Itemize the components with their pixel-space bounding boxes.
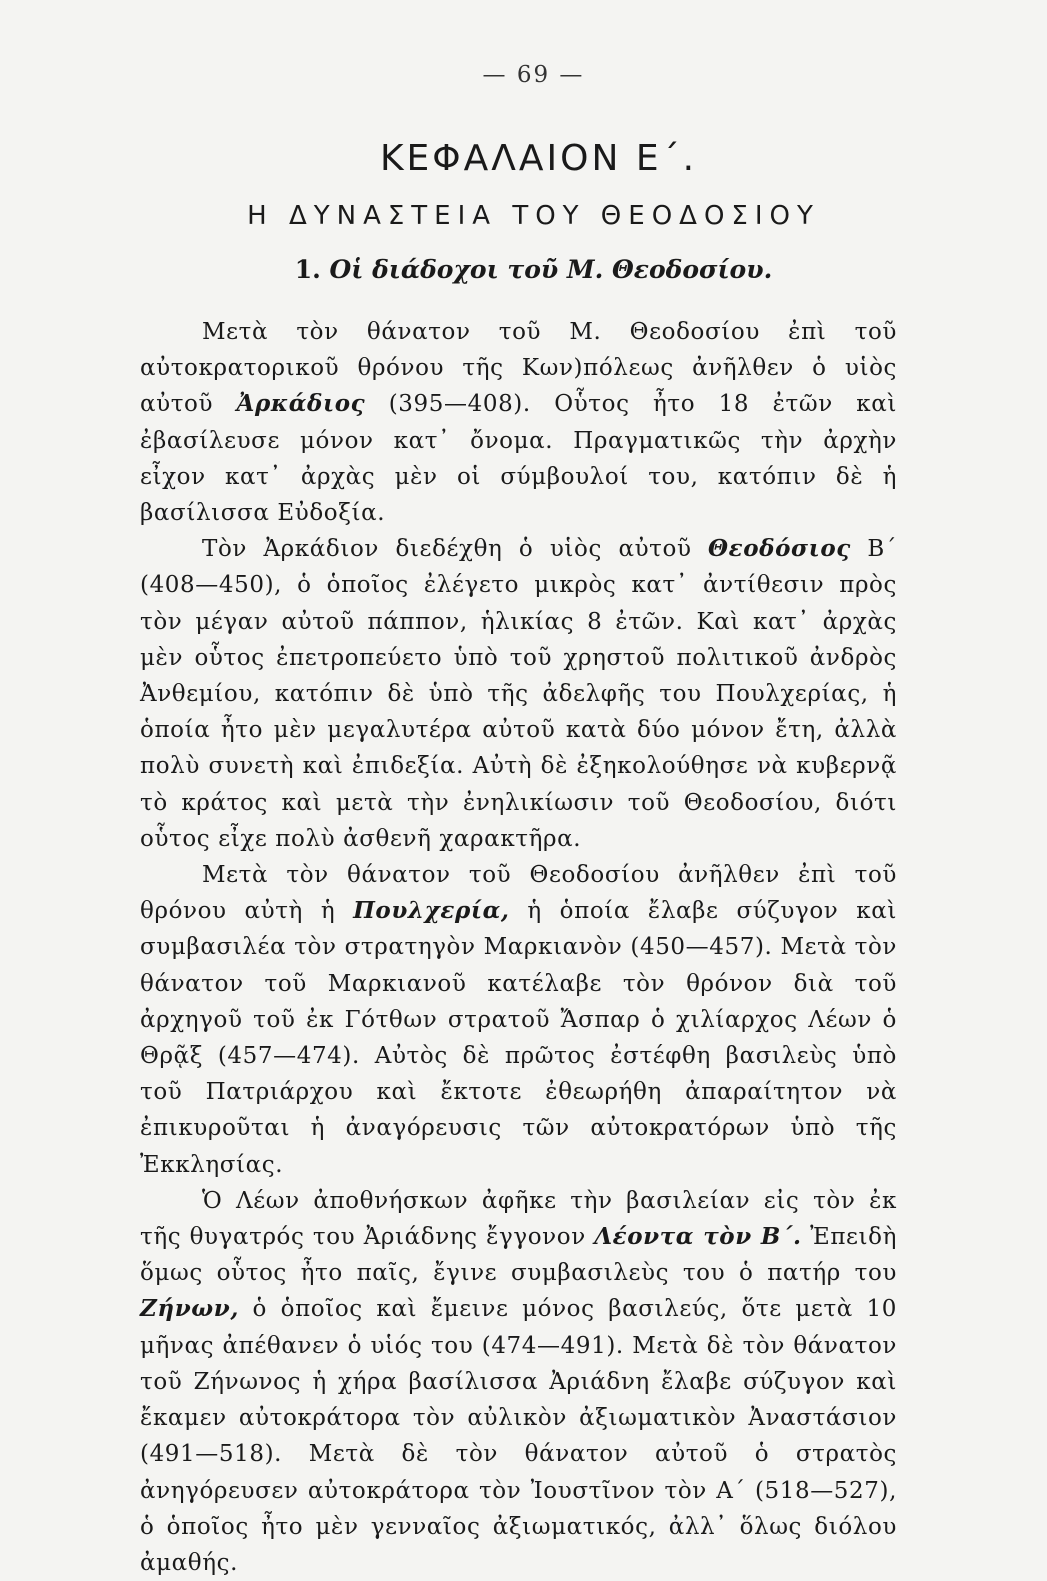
text-span: Μετὰ τὸν θάνατον τοῦ Θεοδοσίου ἀνῆλθεν ἐπὶ τοῦ θρόνου αὐτὴ ἡ <box>140 862 897 925</box>
emphasis-name: Λέοντα τὸν Β΄. <box>594 1223 802 1251</box>
emphasis-name: Ζήνων, <box>140 1295 239 1323</box>
text-span: (395—408). Οὗτος ἦτο 18 ἐτῶν καὶ ἐβασίλευσε μόνον κατ᾽ ὄνομα. Πραγματικῶς τὴν ἀρχὴν εἶχον κατ᾽ ἀρχὰς μὲν οἱ σύμβουλοί του, κατόπιν δὲ ἡ βασίλισσα Εὐδοξία. <box>140 391 897 527</box>
paragraph-arcadius <box>140 314 897 531</box>
page-number: — 69 — <box>482 62 585 88</box>
text-span: ἡ ὁποία ἔλαβε σύζυγον καὶ συμβασιλέα τὸν στρατηγὸν Μαρκιανὸν (450—457). Μετὰ τὸν θάνατον τοῦ Μαρκιανοῦ κατέλαβε τὸν θρόνον διὰ τοῦ ἀρχηγοῦ τοῦ ἐκ Γότθων στρατοῦ Ἄσπαρ ὁ χιλίαρχος Λέων ὁ Θρᾷξ (457—474). Αὐτὸς δὲ πρῶτος ἐστέφθη βασιλεὺς ὑπὸ τοῦ Πατριάρχου καὶ ἔκτοτε ἐθεωρήθη ἀπαραίτητον νὰ ἐπικυροῦται ἡ ἀναγόρευσις τῶν αὐτοκρατόρων ὑπὸ τῆς Ἐκκλησίας. <box>140 898 897 1178</box>
section-title <box>170 255 897 284</box>
section-title-text: Οἱ διάδοχοι τοῦ Μ. Θεοδοσίου. <box>329 255 773 284</box>
text-span: Ὁ Λέων ἀποθνήσκων ἀφῆκε τὴν βασιλείαν εἰς τὸν ἐκ τῆς θυγατρός του Ἀριάδνης ἔγγονον <box>140 1187 897 1251</box>
chapter-title: ΚΕΦΑΛΑΙΟΝ Ε΄. <box>379 138 698 179</box>
section-number: 1. <box>294 255 321 284</box>
body-text <box>140 314 897 1581</box>
text-span: Μετὰ τὸν θάνατον τοῦ Μ. Θεοδοσίου ἐπὶ τοῦ αὐτοκρατορικοῦ θρόνου τῆς Κων)πόλεως ἀνῆλθεν ὁ υἱὸς αὐτοῦ <box>140 319 897 418</box>
paragraph-leo <box>140 1183 897 1581</box>
emphasis-name: Ἀρκάδιος <box>236 390 366 418</box>
dynasty-title: Η ΔΥΝΑΣΤΕΙΑ ΤΟΥ ΘΕΟΔΟΣΙΟΥ <box>247 201 820 231</box>
paragraph-theodosius-ii <box>140 531 897 857</box>
paragraph-pulcheria <box>140 857 897 1183</box>
text-span: ὁ ὁποῖος καὶ ἔμεινε μόνος βασιλεύς, ὅτε μετὰ 10 μῆνας ἀπέθανεν ὁ υἱός του (474—491). Μετὰ δὲ τὸν θάνατον τοῦ Ζήνωνος ἡ χήρα βασίλισσα Ἀριάδνη ἔλαβε σύζυγον καὶ ἔκαμεν αὐτοκράτορα τὸν αὐλικὸν ἀξιωματικὸν Ἀναστάσιον (491—518). Μετὰ δὲ τὸν θάνατον αὐτοῦ ὁ στρατὸς ἀνηγόρευσεν αὐτοκράτορα τὸν Ἰουστῖνον τὸν Α΄ (518—527), ὁ ὁποῖος ἦτο μὲν γενναῖος ἀξιωματικός, ἀλλ᾽ ὅλως διόλου ἀμαθής. <box>140 1296 897 1576</box>
emphasis-name: Πουλχερία, <box>353 897 510 925</box>
text-span: Τὸν Ἀρκάδιον διεδέχθη ὁ υἱὸς αὐτοῦ <box>202 536 709 563</box>
text-span: Β΄ (408—450), ὁ ὁποῖος ἐλέγετο μικρὸς κατ᾽ ἀντίθεσιν πρὸς τὸν μέγαν αὐτοῦ πάππον, ἡλικίας 8 ἐτῶν. Καὶ κατ᾽ ἀρχὰς μὲν οὗτος ἐπετροπεύετο ὑπὸ τοῦ χρηστοῦ πολιτικοῦ ἀνδρὸς Ἀνθεμίου, κατόπιν δὲ ὑπὸ τῆς ἀδελφῆς του Πουλχερίας, ἡ ὁποία ἦτο μὲν μεγαλυτέρα αὐτοῦ κατὰ δύο μόνον ἔτη, ἀλλὰ πολὺ συνετὴ καὶ ἐπιδεξία. Αὐτὴ δὲ ἐξηκολούθησε νὰ κυβερνᾷ τὸ κράτος καὶ μετὰ τὴν ἐνηλικίωσιν τοῦ Θεοδοσίου, διότι οὗτος εἶχε πολὺ ἀσθενῆ χαρακτῆρα. <box>140 536 897 852</box>
emphasis-name: Θεοδόσιος <box>708 535 851 563</box>
text-span: Ἐπειδὴ ὅμως οὗτος ἦτο παῖς, ἔγινε συμβασιλεὺς του ὁ πατήρ του <box>140 1224 897 1287</box>
